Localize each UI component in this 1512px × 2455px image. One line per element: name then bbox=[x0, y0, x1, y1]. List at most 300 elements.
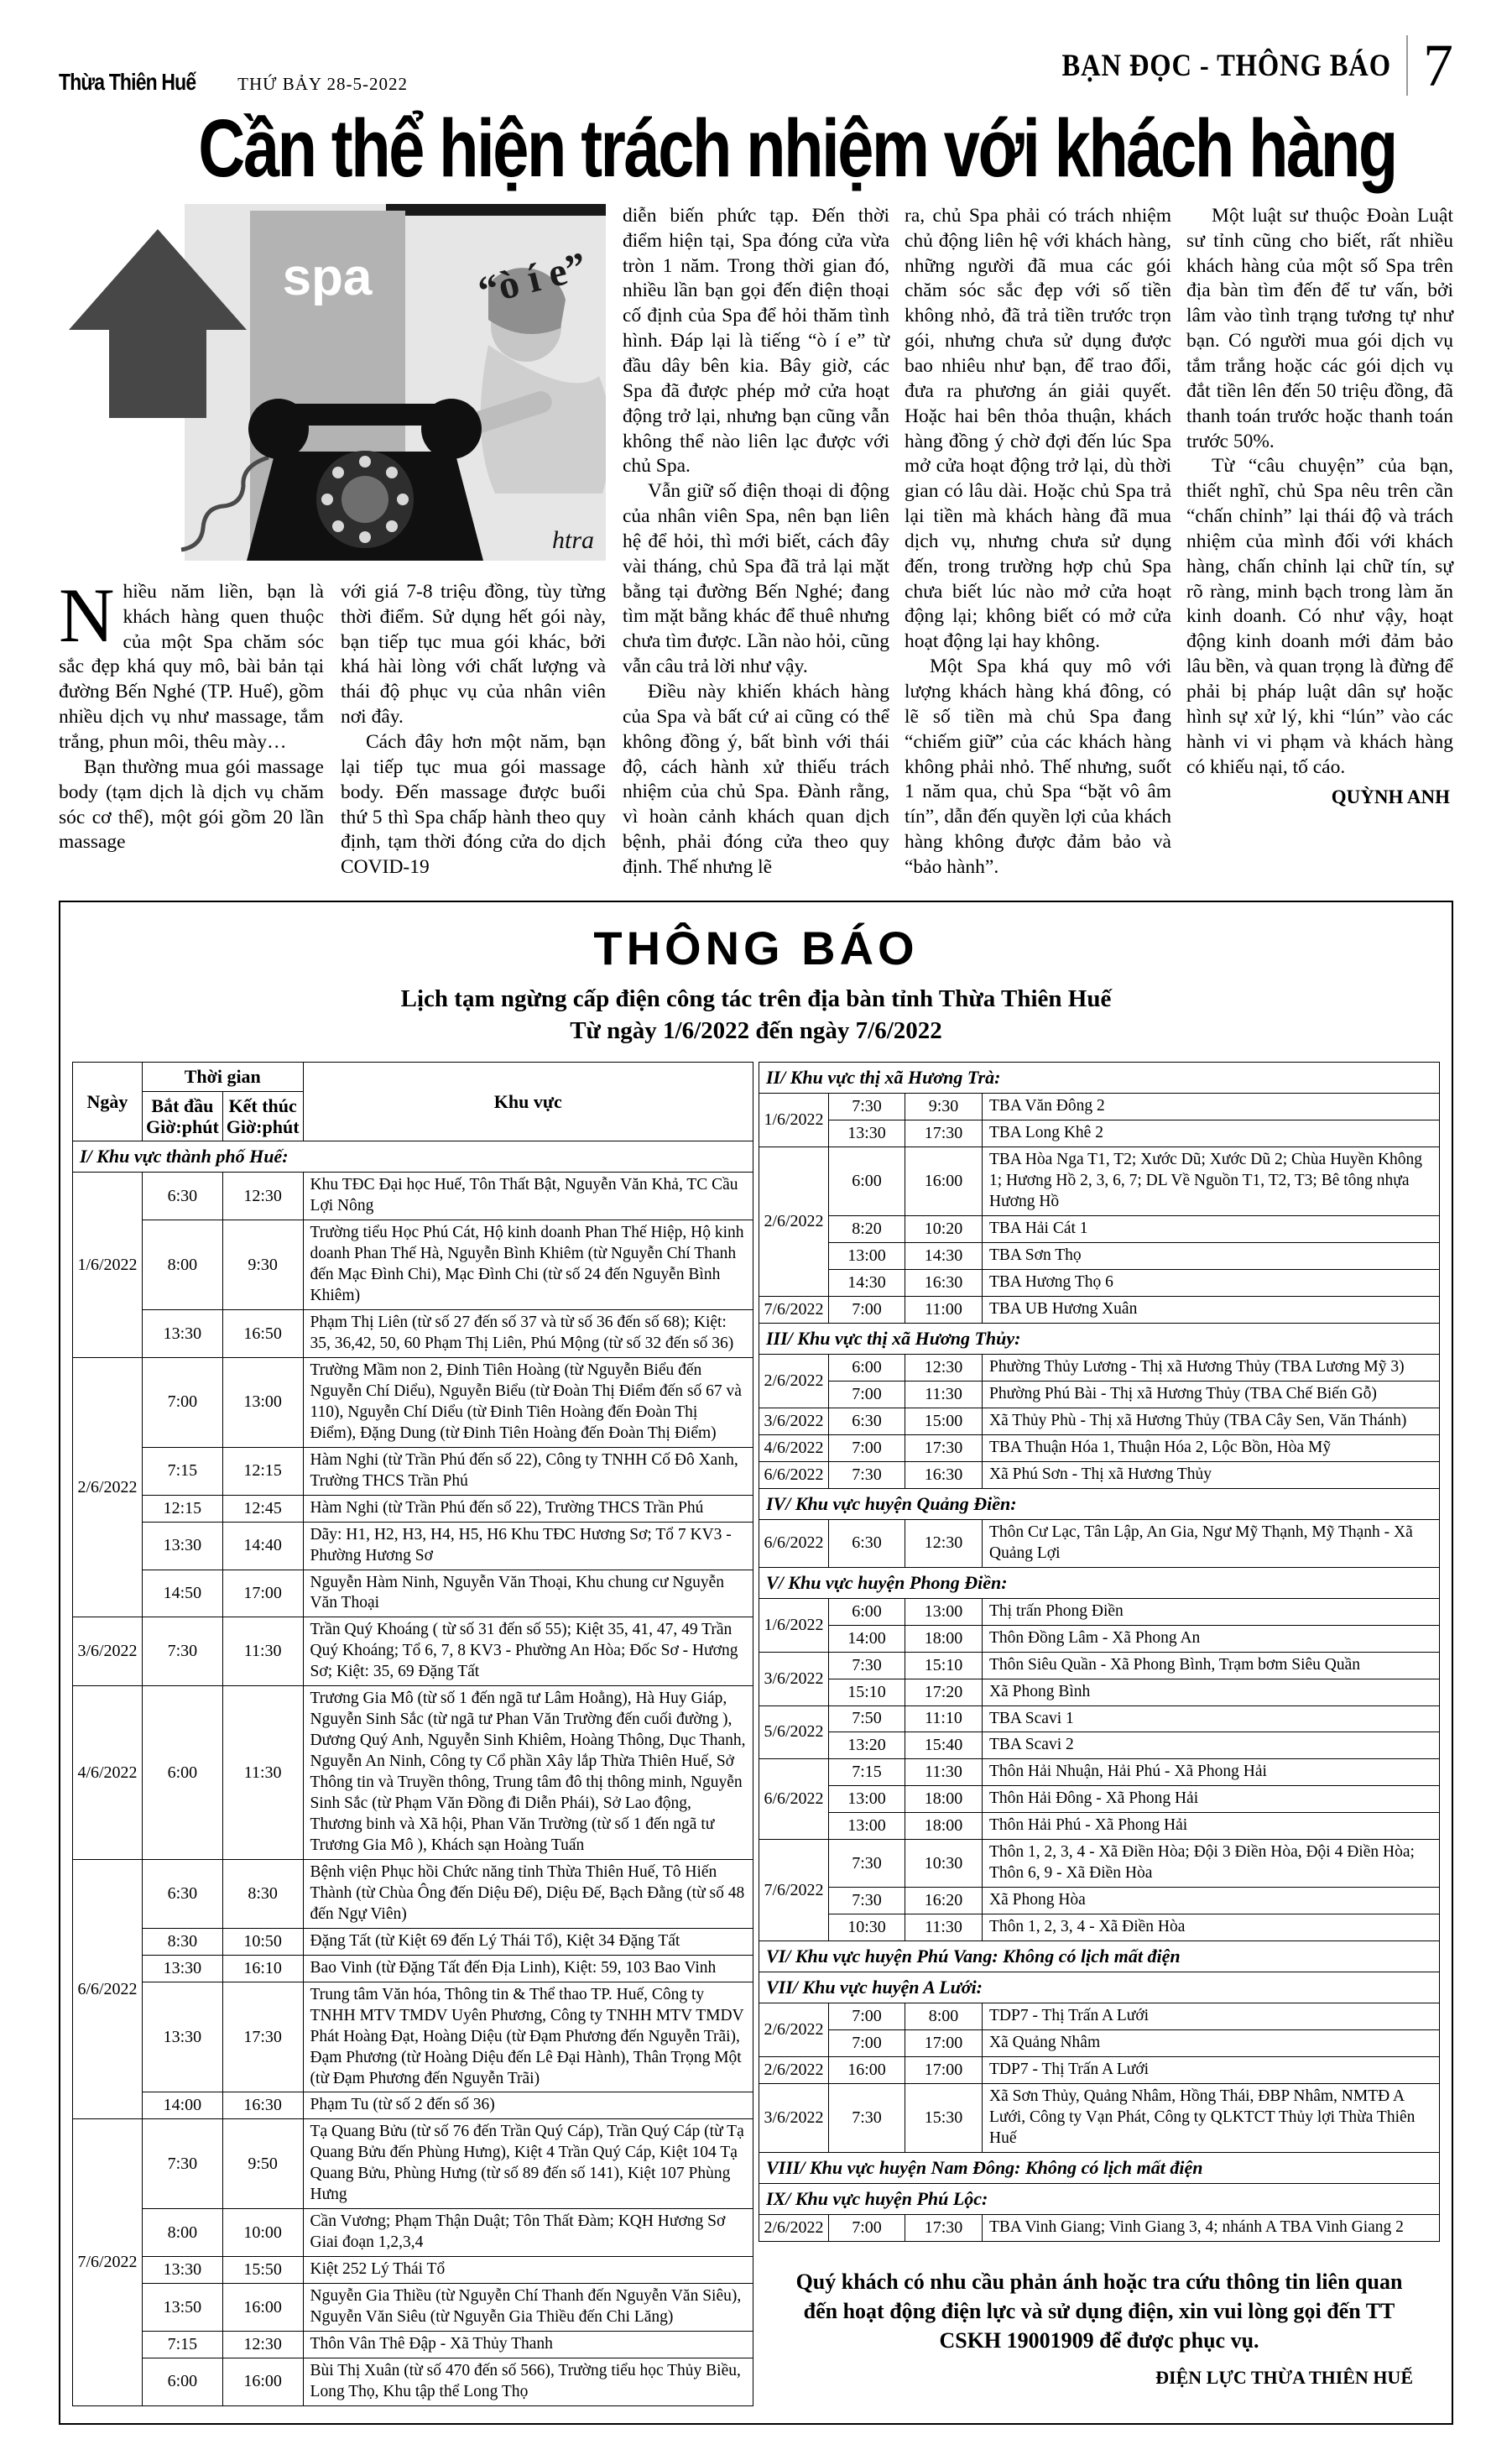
outage-row bbox=[759, 1434, 1440, 1461]
outage-row bbox=[73, 2092, 753, 2119]
area-cell: Trường Mầm non 2, Đinh Tiên Hoàng (từ Nguyễn Biểu đến Nguyễn Chí Diểu), Nguyễn Biểu (từ Đoàn Thị Điểm đến số 67 và 110), Nguyễn Chí Diểu (từ Đinh Tiên Hoàng đến Đoàn Thị Điểm), Đặng Dung (từ Đinh Tiên Hoàng đến Đoàn Thị Điểm) bbox=[303, 1357, 753, 1447]
end-time-cell: 18:00 bbox=[905, 1813, 983, 1840]
outage-row bbox=[759, 1786, 1440, 1813]
outage-row bbox=[73, 1617, 753, 1686]
outage-row bbox=[73, 2119, 753, 2209]
start-time-cell: 13:30 bbox=[143, 1310, 223, 1358]
start-time-cell: 6:00 bbox=[829, 1147, 905, 1216]
table-section-row bbox=[759, 1941, 1440, 1972]
start-time-cell: 8:30 bbox=[143, 1928, 223, 1955]
area-cell: Thôn Vân Thê Đập - Xã Thủy Thanh bbox=[303, 2331, 753, 2358]
outage-row bbox=[73, 2284, 753, 2332]
table-section-heading: VIII/ Khu vực huyện Nam Đông: Không có lịch mất điện bbox=[759, 2152, 1440, 2183]
outage-row bbox=[73, 1522, 753, 1570]
date-cell: 7/6/2022 bbox=[759, 1840, 829, 1941]
page-header bbox=[59, 32, 1453, 99]
table-section-row bbox=[73, 1141, 753, 1173]
outage-row bbox=[759, 1598, 1440, 1625]
end-time-cell: 9:30 bbox=[905, 1094, 983, 1120]
end-time-cell: 17:20 bbox=[905, 1679, 983, 1705]
area-cell: Cần Vương; Phạm Thận Duật; Tôn Thất Đàm; KQH Hương Sơ Giai đoạn 1,2,3,4 bbox=[303, 2209, 753, 2257]
end-time-cell: 14:30 bbox=[905, 1243, 983, 1270]
end-time-cell: 12:45 bbox=[222, 1495, 303, 1522]
outage-row bbox=[73, 2209, 753, 2257]
outage-table-header bbox=[73, 1063, 753, 1141]
note-text: Quý khách có nhu cầu phản ánh hoặc tra cứu thông tin liên quan đến hoạt động điện lực và sử dụng điện, xin vui lòng gọi đến TT CSKH 19001909 để được phục vụ. bbox=[795, 2269, 1403, 2353]
outage-row bbox=[73, 1955, 753, 1982]
date-cell: 6/6/2022 bbox=[759, 1759, 829, 1840]
area-cell: Phường Phú Bài - Thị xã Hương Thủy (TBA Chế Biến Gỗ) bbox=[983, 1381, 1440, 1408]
end-time-cell: 16:20 bbox=[905, 1888, 983, 1914]
area-cell: Trương Gia Mô (từ số 1 đến ngã tư Lâm Hoằng), Hà Huy Giáp, Nguyễn Sinh Sắc (từ ngã tư Phan Văn Trường đến cuối đường ), Dương Quý Anh, Nguyễn Sinh Khiêm, Hoàng Thông, Dục Thanh, Nguyễn An Ninh, Công ty Cổ phần Xây lắp Thừa Thiên Huế, Sở Thông tin và Truyền thông, Trung tâm đô thị thông minh, Nguyễn Sinh Sắc (từ Phạm Văn Đồng đi Diễn Phái), Sở Lao động, Thương binh và Xã hội, Phan Văn Trường (từ số 1 đến ngã tư Trương Gia Mô ), Khách sạn Hoàng Tuấn bbox=[303, 1686, 753, 1860]
spa-sign-label: spa bbox=[282, 248, 373, 306]
area-cell: TBA Hương Thọ 6 bbox=[983, 1270, 1440, 1297]
end-time-cell: 16:30 bbox=[905, 1461, 983, 1488]
outage-row bbox=[759, 2003, 1440, 2030]
header-end-unit: Giờ:phút bbox=[226, 1116, 300, 1138]
article-column-5 bbox=[1186, 204, 1453, 780]
outage-row bbox=[759, 1625, 1440, 1652]
date-cell: 2/6/2022 bbox=[759, 2214, 829, 2241]
article-paragraph: Nhiều năm liền, bạn là khách hàng quen thuộc của một Spa chăm sóc sắc đẹp khá quy mô, bài bản tại đường Bến Nghé (TP. Huế), gồm nhiều dịch vụ như massage, tắm trắng, phun môi, thêu mày… bbox=[59, 572, 324, 753]
end-time-cell: 11:30 bbox=[905, 1914, 983, 1941]
start-time-cell: 6:30 bbox=[829, 1519, 905, 1567]
area-cell: Xã Thủy Phù - Thị xã Hương Thủy (TBA Cây Sen, Văn Thánh) bbox=[983, 1408, 1440, 1434]
area-cell: Dãy: H1, H2, H3, H4, H5, H6 Khu TĐC Hương Sơ; Tổ 7 KV3 - Phường Hương Sơ bbox=[303, 1522, 753, 1570]
table-section-row bbox=[759, 2183, 1440, 2214]
start-time-cell: 7:00 bbox=[829, 2030, 905, 2057]
outage-table-left-body bbox=[73, 1141, 753, 2406]
area-cell: Tạ Quang Bửu (từ số 76 đến Trần Quý Cáp), Trần Quý Cáp (từ Tạ Quang Bửu đến Phùng Hưng), Kiệt 4 Trần Quý Cáp, Kiệt 104 Tạ Quang Bửu, Phùng Hưng (từ số 89 đến số 141), Kiệt 107 Phùng Hưng bbox=[303, 2119, 753, 2209]
date-cell: 6/6/2022 bbox=[73, 1859, 143, 2118]
area-cell: Xã Phong Hòa bbox=[983, 1888, 1440, 1914]
area-cell: Thôn Siêu Quần - Xã Phong Bình, Trạm bơm Siêu Quần bbox=[983, 1652, 1440, 1679]
end-time-cell: 15:50 bbox=[222, 2257, 303, 2284]
article-paragraph: với giá 7-8 triệu đồng, tùy từng thời điểm. Sử dụng hết gói này, bạn tiếp tục mua gói khác, bởi khá hài lòng với chất lượng và thái độ phục vụ của nhân viên nơi đây. bbox=[341, 580, 606, 729]
outage-row bbox=[73, 1447, 753, 1495]
start-time-cell: 7:15 bbox=[829, 1759, 905, 1786]
section-banner bbox=[1017, 32, 1453, 99]
area-cell: Thôn Hải Phú - Xã Phong Hải bbox=[983, 1813, 1440, 1840]
date-cell: 2/6/2022 bbox=[759, 2056, 829, 2083]
start-time-cell: 13:20 bbox=[829, 1732, 905, 1759]
start-time-cell: 13:00 bbox=[829, 1786, 905, 1813]
date-cell: 7/6/2022 bbox=[759, 1297, 829, 1324]
area-cell: Thôn Hải Đông - Xã Phong Hải bbox=[983, 1786, 1440, 1813]
end-time-cell: 16:00 bbox=[222, 2284, 303, 2332]
start-time-cell: 13:30 bbox=[143, 1955, 223, 1982]
outage-row bbox=[759, 1519, 1440, 1567]
start-time-cell: 13:50 bbox=[143, 2284, 223, 2332]
article-column-2 bbox=[341, 580, 606, 880]
start-time-cell: 7:00 bbox=[829, 1434, 905, 1461]
area-cell: Thôn Hải Nhuận, Hải Phú - Xã Phong Hải bbox=[983, 1759, 1440, 1786]
issue-date: THỨ BẢY 28-5-2022 bbox=[237, 74, 409, 94]
date-cell: 3/6/2022 bbox=[759, 2083, 829, 2152]
outage-row bbox=[73, 2358, 753, 2405]
customer-service-note bbox=[759, 2267, 1440, 2389]
notice-subtitle-line1: Lịch tạm ngừng cấp điện công tác trên địa bàn tỉnh Thừa Thiên Huế bbox=[400, 985, 1112, 1013]
area-cell: Nguyễn Hàm Ninh, Nguyễn Văn Thoại, Khu chung cư Nguyễn Văn Thoại bbox=[303, 1570, 753, 1617]
outage-row bbox=[759, 1461, 1440, 1488]
area-cell: TBA Thuận Hóa 1, Thuận Hóa 2, Lộc Bồn, Hòa Mỹ bbox=[983, 1434, 1440, 1461]
outage-row bbox=[759, 1840, 1440, 1888]
date-cell: 2/6/2022 bbox=[759, 2003, 829, 2057]
outage-row bbox=[759, 1270, 1440, 1297]
article-paragraph: Bạn thường mua gói massage body (tạm dịch là dịch vụ chăm sóc cơ thể), một gói gồm 20 lần massage bbox=[59, 755, 324, 854]
outage-row bbox=[759, 2056, 1440, 2083]
section-header: BẠN ĐỌC - THÔNG BÁO bbox=[1061, 48, 1391, 83]
outage-row bbox=[759, 1813, 1440, 1840]
start-time-cell: 7:00 bbox=[143, 1357, 223, 1447]
end-time-cell: 17:30 bbox=[905, 1120, 983, 1147]
end-time-cell: 11:00 bbox=[905, 1297, 983, 1324]
start-time-cell: 13:30 bbox=[829, 1120, 905, 1147]
end-time-cell: 8:00 bbox=[905, 2003, 983, 2030]
area-cell: Xã Phú Sơn - Thị xã Hương Thủy bbox=[983, 1461, 1440, 1488]
area-cell: TBA Long Khê 2 bbox=[983, 1120, 1440, 1147]
start-time-cell: 7:30 bbox=[143, 1617, 223, 1686]
start-time-cell: 7:30 bbox=[829, 1094, 905, 1120]
end-time-cell: 12:30 bbox=[905, 1519, 983, 1567]
end-time-cell: 16:10 bbox=[222, 1955, 303, 1982]
end-time-cell: 17:30 bbox=[905, 1434, 983, 1461]
table-section-heading: II/ Khu vực thị xã Hương Trà: bbox=[759, 1063, 1440, 1094]
date-cell: 4/6/2022 bbox=[73, 1686, 143, 1860]
end-time-cell: 12:15 bbox=[222, 1447, 303, 1495]
article-left-block bbox=[59, 204, 606, 880]
end-time-cell: 12:30 bbox=[905, 1355, 983, 1382]
start-time-cell: 7:30 bbox=[829, 1840, 905, 1888]
start-time-cell: 6:00 bbox=[143, 2358, 223, 2405]
area-cell: Thị trấn Phong Điền bbox=[983, 1598, 1440, 1625]
area-cell: Phạm Thị Liên (từ số 27 đến số 37 và từ số 36 đến số 68); Kiệt: 35, 36,42, 50, 60 Phạm Thị Liên, Phú Mộng (từ số 32 đến số 36) bbox=[303, 1310, 753, 1358]
phone-dial-center bbox=[342, 476, 388, 523]
start-time-cell: 7:30 bbox=[829, 1461, 905, 1488]
end-time-cell: 11:10 bbox=[905, 1705, 983, 1732]
header-area: Khu vực bbox=[303, 1063, 753, 1141]
outage-row bbox=[73, 2331, 753, 2358]
area-cell: Bùi Thị Xuân (từ số 470 đến số 566), Trường tiểu học Thủy Biều, Long Thọ, Khu tập thể Long Thọ bbox=[303, 2358, 753, 2405]
area-cell: Phường Thủy Lương - Thị xã Hương Thủy (TBA Lương Mỹ 3) bbox=[983, 1355, 1440, 1382]
outage-row bbox=[759, 1888, 1440, 1914]
end-time-cell: 11:30 bbox=[905, 1759, 983, 1786]
start-time-cell: 6:00 bbox=[143, 1686, 223, 1860]
start-time-cell: 7:15 bbox=[143, 2331, 223, 2358]
end-time-cell: 8:30 bbox=[222, 1859, 303, 1928]
table-section-heading: IX/ Khu vực huyện Phú Lộc: bbox=[759, 2183, 1440, 2214]
end-time-cell: 18:00 bbox=[905, 1625, 983, 1652]
header-start bbox=[143, 1091, 223, 1141]
end-time-cell: 15:30 bbox=[905, 2083, 983, 2152]
start-time-cell: 7:50 bbox=[829, 1705, 905, 1732]
article-body bbox=[59, 204, 1453, 880]
outage-row bbox=[759, 1408, 1440, 1434]
table-section-row bbox=[759, 1972, 1440, 2003]
date-cell: 2/6/2022 bbox=[759, 1355, 829, 1408]
area-cell: TBA Hải Cát 1 bbox=[983, 1216, 1440, 1243]
header-time: Thời gian bbox=[143, 1063, 304, 1091]
outage-row bbox=[759, 1355, 1440, 1382]
notice-subtitle-line2: Từ ngày 1/6/2022 đến ngày 7/6/2022 bbox=[570, 1016, 942, 1044]
end-time-cell: 10:50 bbox=[222, 1928, 303, 1955]
table-section-heading: I/ Khu vực thành phố Huế: bbox=[73, 1141, 753, 1173]
outage-row bbox=[759, 1094, 1440, 1120]
area-cell: Nguyễn Gia Thiều (từ Nguyễn Chí Thanh đến Nguyễn Văn Siêu), Nguyễn Văn Siêu (từ Nguyễn Gia Thiều đến Chi Lăng) bbox=[303, 2284, 753, 2332]
outage-row bbox=[73, 1495, 753, 1522]
start-time-cell: 10:30 bbox=[829, 1914, 905, 1941]
outage-row bbox=[759, 1914, 1440, 1941]
start-time-cell: 6:00 bbox=[829, 1598, 905, 1625]
article-columns-1-2 bbox=[59, 572, 606, 880]
date-cell: 3/6/2022 bbox=[759, 1652, 829, 1705]
end-time-cell: 16:30 bbox=[222, 2092, 303, 2119]
outage-row bbox=[73, 1982, 753, 2092]
outage-row bbox=[759, 2030, 1440, 2057]
newspaper-logo: Thừa Thiên Huế bbox=[59, 69, 196, 95]
area-cell: Bệnh viện Phục hồi Chức năng tỉnh Thừa Thiên Huế, Tô Hiến Thành (từ Chùa Ông đến Diệu Đế), Diệu Đế, Bạch Đằng (từ số 48 đến Ngự Viên) bbox=[303, 1859, 753, 1928]
end-time-cell: 11:30 bbox=[222, 1686, 303, 1860]
outage-row bbox=[73, 1310, 753, 1358]
start-time-cell: 7:00 bbox=[829, 2214, 905, 2241]
table-section-row bbox=[759, 1324, 1440, 1355]
outage-tables bbox=[72, 1062, 1440, 2405]
area-cell: TBA UB Hương Xuân bbox=[983, 1297, 1440, 1324]
start-time-cell: 7:00 bbox=[829, 1297, 905, 1324]
area-cell: Xã Sơn Thủy, Quảng Nhâm, Hồng Thái, ĐBP Nhâm, NMTĐ A Lưới, Công ty Vạn Phát, Công ty QLKTCT Thủy lợi Thừa Thiên Huế bbox=[983, 2083, 1440, 2152]
date-cell: 4/6/2022 bbox=[759, 1434, 829, 1461]
end-time-cell: 17:00 bbox=[905, 2030, 983, 2057]
table-section-heading: IV/ Khu vực huyện Quảng Điền: bbox=[759, 1488, 1440, 1519]
article-paragraph: Vẫn giữ số điện thoại di động của nhân viên Spa, nên bạn liên hệ để hỏi, thì mới biết, cách đây vài tháng, chủ Spa đã trả lại mặt bằng tại đường Bến Nghé; đang tìm mặt bằng khác để thuê nhưng chưa tìm được. Lần nào hỏi, cũng vẫn câu trả lời như vậy. bbox=[623, 480, 889, 678]
start-time-cell: 13:00 bbox=[829, 1243, 905, 1270]
area-cell: Xã Quảng Nhâm bbox=[983, 2030, 1440, 2057]
byline: QUỲNH ANH bbox=[1331, 786, 1450, 808]
notice-box bbox=[59, 901, 1453, 2425]
start-time-cell: 7:30 bbox=[143, 2119, 223, 2209]
start-time-cell: 12:15 bbox=[143, 1495, 223, 1522]
area-cell: TBA Scavi 1 bbox=[983, 1705, 1440, 1732]
area-cell: Thôn Cư Lạc, Tân Lập, An Gia, Ngư Mỹ Thạnh, Mỹ Thạnh - Xã Quảng Lợi bbox=[983, 1519, 1440, 1567]
article-paragraph: Cách đây hơn một năm, bạn lại tiếp tục mua gói massage body. Đến massage được buổi thứ 5 thì Spa chấp hành theo quy định, tạm thời đóng cửa do dịch COVID-19 bbox=[341, 731, 606, 879]
end-time-cell: 13:00 bbox=[905, 1598, 983, 1625]
masthead bbox=[59, 69, 408, 96]
start-time-cell: 7:15 bbox=[143, 1447, 223, 1495]
outage-row bbox=[759, 1243, 1440, 1270]
table-section-heading: VI/ Khu vực huyện Phú Vang: Không có lịch mất điện bbox=[759, 1941, 1440, 1972]
start-time-cell: 14:30 bbox=[829, 1270, 905, 1297]
end-time-cell: 16:50 bbox=[222, 1310, 303, 1358]
end-time-cell: 12:30 bbox=[222, 1173, 303, 1220]
date-cell: 5/6/2022 bbox=[759, 1705, 829, 1759]
outage-table-right-wrap bbox=[759, 1062, 1440, 2389]
date-cell: 1/6/2022 bbox=[759, 1094, 829, 1147]
article-column-4 bbox=[905, 204, 1171, 880]
outage-row bbox=[73, 1928, 753, 1955]
end-time-cell: 11:30 bbox=[905, 1381, 983, 1408]
start-time-cell: 8:00 bbox=[143, 2209, 223, 2257]
end-time-cell: 15:10 bbox=[905, 1652, 983, 1679]
area-cell: Thôn 1, 2, 3, 4 - Xã Điền Hòa; Đội 3 Điền Hòa, Đội 4 Điền Hòa; Thôn 6, 9 - Xã Điền Hòa bbox=[983, 1840, 1440, 1888]
end-time-cell: 11:30 bbox=[222, 1617, 303, 1686]
area-cell: Khu TĐC Đại học Huế, Tôn Thất Bật, Nguyễn Văn Khả, TC Cầu Lợi Nông bbox=[303, 1173, 753, 1220]
outage-row bbox=[759, 1381, 1440, 1408]
end-time-cell: 10:00 bbox=[222, 2209, 303, 2257]
notice-title: THÔNG BÁO bbox=[593, 922, 919, 975]
table-section-heading: V/ Khu vực huyện Phong Điền: bbox=[759, 1567, 1440, 1598]
start-time-cell: 16:00 bbox=[829, 2056, 905, 2083]
header-start-unit: Giờ:phút bbox=[146, 1116, 219, 1138]
area-cell: Trường tiểu Học Phú Cát, Hộ kinh doanh Phan Thế Hiệp, Hộ kinh doanh Phan Thế Hà, Nguyễn Bình Khiêm (từ Nguyễn Chí Thanh đến Mạc Đình Chi), Mạc Đình Chi (từ số 24 đến Nguyễn Bình Khiêm) bbox=[303, 1220, 753, 1310]
article-headline: Cần thể hiện trách nhiệm với khách hàng bbox=[198, 102, 1396, 194]
header-start-label: Bắt đầu bbox=[151, 1094, 214, 1116]
article-paragraph: Một luật sư thuộc Đoàn Luật sư tỉnh cũng cho biết, rất nhiều khách hàng của một số Spa trên địa bàn tìm đến để tư vấn, bởi lâm vào tình trạng tương tự như bạn. Có người mua gói dịch vụ tắm trắng hoặc các gói dịch vụ đắt tiền lên đến 50 triệu đồng, đã thanh toán trước hoặc thanh toán trước 50%. bbox=[1186, 204, 1453, 452]
end-time-cell: 17:30 bbox=[905, 2214, 983, 2241]
start-time-cell: 15:10 bbox=[829, 1679, 905, 1705]
table-section-heading: III/ Khu vực thị xã Hương Thủy: bbox=[759, 1324, 1440, 1355]
article-column-5-wrap bbox=[1186, 204, 1453, 880]
start-time-cell: 7:30 bbox=[829, 2083, 905, 2152]
header-end-label: Kết thúc bbox=[228, 1094, 297, 1116]
outage-row bbox=[73, 1859, 753, 1928]
start-time-cell: 13:30 bbox=[143, 1982, 223, 2092]
headline-wrap bbox=[59, 102, 1453, 194]
area-cell: TBA Vinh Giang; Vinh Giang 3, 4; nhánh A TBA Vinh Giang 2 bbox=[983, 2214, 1440, 2241]
outage-table-right-body bbox=[759, 1063, 1440, 2241]
outage-row bbox=[759, 1147, 1440, 1216]
end-time-cell: 9:30 bbox=[222, 1220, 303, 1310]
outage-row bbox=[759, 1652, 1440, 1679]
end-time-cell: 12:30 bbox=[222, 2331, 303, 2358]
date-cell: 1/6/2022 bbox=[73, 1173, 143, 1358]
date-cell: 6/6/2022 bbox=[759, 1519, 829, 1567]
header-end bbox=[222, 1091, 303, 1141]
area-cell: Kiệt 252 Lý Thái Tổ bbox=[303, 2257, 753, 2284]
start-time-cell: 7:00 bbox=[829, 2003, 905, 2030]
outage-row bbox=[759, 1732, 1440, 1759]
area-cell: Phạm Tu (từ số 2 đến số 36) bbox=[303, 2092, 753, 2119]
article-paragraph: Điều này khiến khách hàng của Spa và bất cứ ai cũng có thể không đồng ý, bất bình với thái độ, cách hành xử thiếu trách nhiệm của chủ Spa. Đành rằng, vì hoàn cảnh khách quan dịch bệnh, phải đóng cửa theo quy định. Thế nhưng lẽ bbox=[623, 680, 889, 878]
area-cell: Đặng Tất (từ Kiệt 69 đến Lý Thái Tổ), Kiệt 34 Đặng Tất bbox=[303, 1928, 753, 1955]
area-cell: Trần Quý Khoáng ( từ số 31 đến số 55); Kiệt 35, 41, 47, 49 Trần Quý Khoáng; Tổ 6, 7, 8 KV3 - Phường An Hòa; Đốc Sơ - Hương Sơ; Kiệt: 35, 69 Đặng Tất bbox=[303, 1617, 753, 1686]
artist-signature: htra bbox=[552, 525, 595, 554]
area-cell: Bao Vinh (từ Đặng Tất đến Địa Linh), Kiệt: 59, 103 Bao Vinh bbox=[303, 1955, 753, 1982]
area-cell: Thôn 1, 2, 3, 4 - Xã Điền Hòa bbox=[983, 1914, 1440, 1941]
table-section-row bbox=[759, 1567, 1440, 1598]
table-section-row bbox=[759, 2152, 1440, 2183]
outage-row bbox=[73, 1173, 753, 1220]
article-paragraph: Một Spa khá quy mô với lượng khách hàng khá đông, có lẽ số tiền mà chủ Spa đang “chiếm giữ” của các khách hàng không phải nhỏ. Thế nhưng, suốt 1 năm qua, chủ Spa “bặt vô âm tín”, dẫn đến quyền lợi của khách hàng không được đảm bảo và “bảo hành”. bbox=[905, 656, 1171, 878]
start-time-cell: 6:30 bbox=[143, 1173, 223, 1220]
header-divider bbox=[1406, 35, 1408, 96]
start-time-cell: 13:30 bbox=[143, 2257, 223, 2284]
end-time-cell: 16:30 bbox=[905, 1270, 983, 1297]
outage-table-left bbox=[72, 1062, 753, 2405]
outage-row bbox=[73, 1220, 753, 1310]
page-number: 7 bbox=[1423, 32, 1453, 99]
outage-row bbox=[759, 1120, 1440, 1147]
end-time-cell: 16:00 bbox=[905, 1147, 983, 1216]
date-cell: 7/6/2022 bbox=[73, 2119, 143, 2405]
busy-tone-label: “ò í e” bbox=[473, 243, 592, 314]
end-time-cell: 13:00 bbox=[222, 1357, 303, 1447]
area-cell: TDP7 - Thị Trấn A Lưới bbox=[983, 2056, 1440, 2083]
article-columns-3-5 bbox=[623, 204, 1453, 880]
date-cell: 3/6/2022 bbox=[759, 1408, 829, 1434]
outage-row bbox=[759, 2083, 1440, 2152]
area-cell: TBA Scavi 2 bbox=[983, 1732, 1440, 1759]
end-time-cell: 17:30 bbox=[222, 1982, 303, 2092]
start-time-cell: 8:20 bbox=[829, 1216, 905, 1243]
start-time-cell: 6:00 bbox=[829, 1355, 905, 1382]
article-column-1 bbox=[59, 572, 324, 880]
end-time-cell: 17:00 bbox=[222, 1570, 303, 1617]
area-cell: Xã Phong Bình bbox=[983, 1679, 1440, 1705]
outage-row bbox=[759, 1216, 1440, 1243]
start-time-cell: 13:00 bbox=[829, 1813, 905, 1840]
outage-row bbox=[73, 1357, 753, 1447]
end-time-cell: 15:40 bbox=[905, 1732, 983, 1759]
note-signature: ĐIỆN LỰC THỪA THIÊN HUẾ bbox=[1155, 2367, 1413, 2389]
end-time-cell: 14:40 bbox=[222, 1522, 303, 1570]
start-time-cell: 13:30 bbox=[143, 1522, 223, 1570]
area-cell: TBA Hòa Nga T1, T2; Xước Dũ; Xước Dũ 2; Chùa Huyền Không 1; Hương Hồ 2, 3, 6, 7; DL Về Nguồn T1, T2, T3; Bê tông nhựa Hương Hồ bbox=[983, 1147, 1440, 1216]
start-time-cell: 14:00 bbox=[829, 1625, 905, 1652]
area-cell: Thôn Đồng Lâm - Xã Phong An bbox=[983, 1625, 1440, 1652]
outage-row bbox=[73, 1686, 753, 1860]
article-paragraph: diễn biến phức tạp. Đến thời điểm hiện tại, Spa đóng cửa vừa tròn 1 năm. Trong thời gian đó, nhiều lần bạn gọi đến điện thoại cố định của Spa để hỏi thăm tình hình. Đáp lại là tiếng “ò í e” từ đầu dây bên kia. Bây giờ, các Spa đã được phép mở cửa hoạt động trở lại, nhưng bạn cũng vẫn không thể nào liên lạc được với chủ Spa. bbox=[623, 204, 889, 478]
article-paragraph: ra, chủ Spa phải có trách nhiệm chủ động liên hệ với khách hàng, những người đã mua các gói chăm sóc sắc đẹp với số tiền không nhỏ, đã trả tiền trước trọn gói, nhưng chưa sử dụng được bao nhiêu như bạn, để trao đổi, đưa ra phương án giải quyết. Hoặc hai bên thỏa thuận, khách hàng đồng ý chờ đợi đến lúc Spa mở cửa hoạt động trở lại, dù thời gian có lâu dài. Hoặc chủ Spa trả lại tiền mà khách hàng đã mua dịch vụ, nhưng chưa sử dụng đến, trong trường hợp chủ Spa chưa biết lúc nào mở cửa hoạt động lại; không biết có mở cửa hoạt động lại hay không. bbox=[905, 204, 1171, 653]
outage-row bbox=[73, 2257, 753, 2284]
start-time-cell: 8:00 bbox=[143, 1220, 223, 1310]
end-time-cell: 9:50 bbox=[222, 2119, 303, 2209]
date-cell: 2/6/2022 bbox=[73, 1357, 143, 1617]
article-column-3 bbox=[623, 204, 889, 880]
start-time-cell: 7:00 bbox=[829, 1381, 905, 1408]
header-date: Ngày bbox=[73, 1063, 143, 1141]
area-cell: Trung tâm Văn hóa, Thông tin & Thể thao TP. Huế, Công ty TNHH MTV TMDV Uyên Phương, Công ty TNHH MTV TMDV Phát Hoàng Đạt, Hoàng Diệu (từ Đạm Phương đến Nguyễn Trãi), Đạm Phương (từ Hoàng Diệu đến Lê Đại Hành), Thân Trọng Một (từ Đạm Phương đến Nguyễn Trãi) bbox=[303, 1982, 753, 2092]
outage-row bbox=[759, 1759, 1440, 1786]
outage-table-left-wrap bbox=[72, 1062, 753, 2405]
start-time-cell: 6:30 bbox=[143, 1859, 223, 1928]
table-section-heading: VII/ Khu vực huyện A Lưới: bbox=[759, 1972, 1440, 2003]
start-time-cell: 14:50 bbox=[143, 1570, 223, 1617]
date-cell: 3/6/2022 bbox=[73, 1617, 143, 1686]
area-cell: TBA Văn Đông 2 bbox=[983, 1094, 1440, 1120]
start-time-cell: 14:00 bbox=[143, 2092, 223, 2119]
start-time-cell: 7:30 bbox=[829, 1652, 905, 1679]
start-time-cell: 7:30 bbox=[829, 1888, 905, 1914]
end-time-cell: 10:20 bbox=[905, 1216, 983, 1243]
outage-row bbox=[759, 1679, 1440, 1705]
illustration-graphic bbox=[59, 204, 606, 561]
end-time-cell: 10:30 bbox=[905, 1840, 983, 1888]
end-time-cell: 18:00 bbox=[905, 1786, 983, 1813]
table-section-row bbox=[759, 1488, 1440, 1519]
spa-illustration bbox=[59, 204, 606, 565]
outage-table-right bbox=[759, 1062, 1440, 2241]
outage-row bbox=[759, 1705, 1440, 1732]
area-cell: TBA Sơn Thọ bbox=[983, 1243, 1440, 1270]
area-cell: Hàm Nghi (từ Trần Phú đến số 22), Trường THCS Trần Phú bbox=[303, 1495, 753, 1522]
outage-row bbox=[759, 2214, 1440, 2241]
start-time-cell: 6:30 bbox=[829, 1408, 905, 1434]
end-time-cell: 17:00 bbox=[905, 2056, 983, 2083]
date-cell: 6/6/2022 bbox=[759, 1461, 829, 1488]
table-section-row bbox=[759, 1063, 1440, 1094]
date-cell: 2/6/2022 bbox=[759, 1147, 829, 1297]
area-cell: TDP7 - Thị Trấn A Lưới bbox=[983, 2003, 1440, 2030]
